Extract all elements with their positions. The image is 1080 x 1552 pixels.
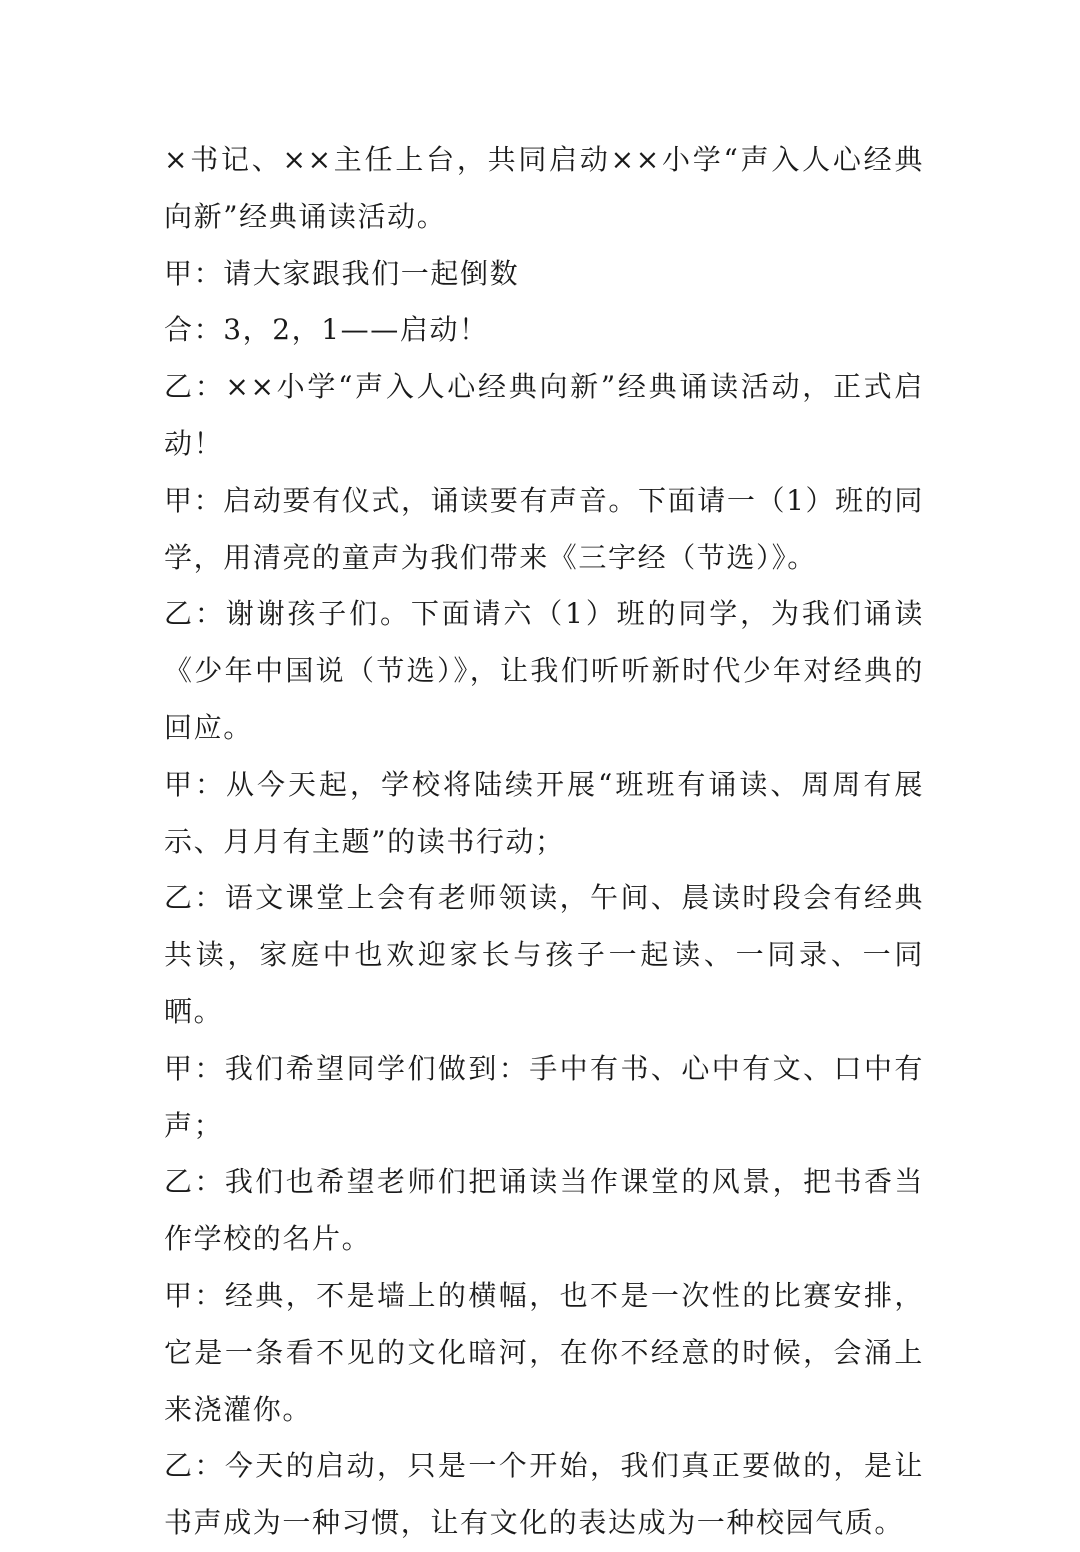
paragraph-4: 乙：××小学“声入人心经典向新”经典诵读活动，正式启动！ bbox=[164, 370, 924, 460]
paragraph-3: 合：3，2，1——启动！ bbox=[164, 313, 489, 347]
paragraph-1: ×书记、××主任上台，共同启动××小学“声入人心经典向新”经典诵读活动。 bbox=[164, 143, 924, 233]
paragraph-6: 乙：谢谢孩子们。下面请六（1）班的同学，为我们诵读《少年中国说（节选）》，让我们听听新时代少年对经典的回应。 bbox=[164, 597, 924, 744]
paragraph-9: 甲：我们希望同学们做到：手中有书、心中有文、口中有声； bbox=[164, 1051, 924, 1142]
document-body bbox=[164, 132, 924, 1552]
paragraph-8: 乙：语文课堂上会有老师领读，午间、晨读时段会有经典共读，家庭中也欢迎家长与孩子一起读、一同录、一同晒。 bbox=[164, 881, 924, 1028]
paragraph-11: 甲：经典，不是墙上的横幅，也不是一次性的比赛安排，它是一条看不见的文化暗河，在你不经意的时候，会涌上来浇灌你。 bbox=[164, 1278, 924, 1426]
paragraph-2: 甲：请大家跟我们一起倒数 bbox=[164, 256, 520, 290]
paragraph-10: 乙：我们也希望老师们把诵读当作课堂的风景，把书香当作学校的名片。 bbox=[164, 1165, 924, 1256]
paragraph-7: 甲：从今天起，学校将陆续开展“班班有诵读、周周有展示、月月有主题”的读书行动； bbox=[164, 767, 924, 858]
paragraph-12: 乙：今天的启动，只是一个开始，我们真正要做的，是让书声成为一种习惯，让有文化的表达成为一种校园气质。 bbox=[164, 1449, 924, 1540]
paragraph-5: 甲：启动要有仪式，诵读要有声音。下面请一（1）班的同学，用清亮的童声为我们带来《三字经（节选）》。 bbox=[164, 483, 924, 574]
